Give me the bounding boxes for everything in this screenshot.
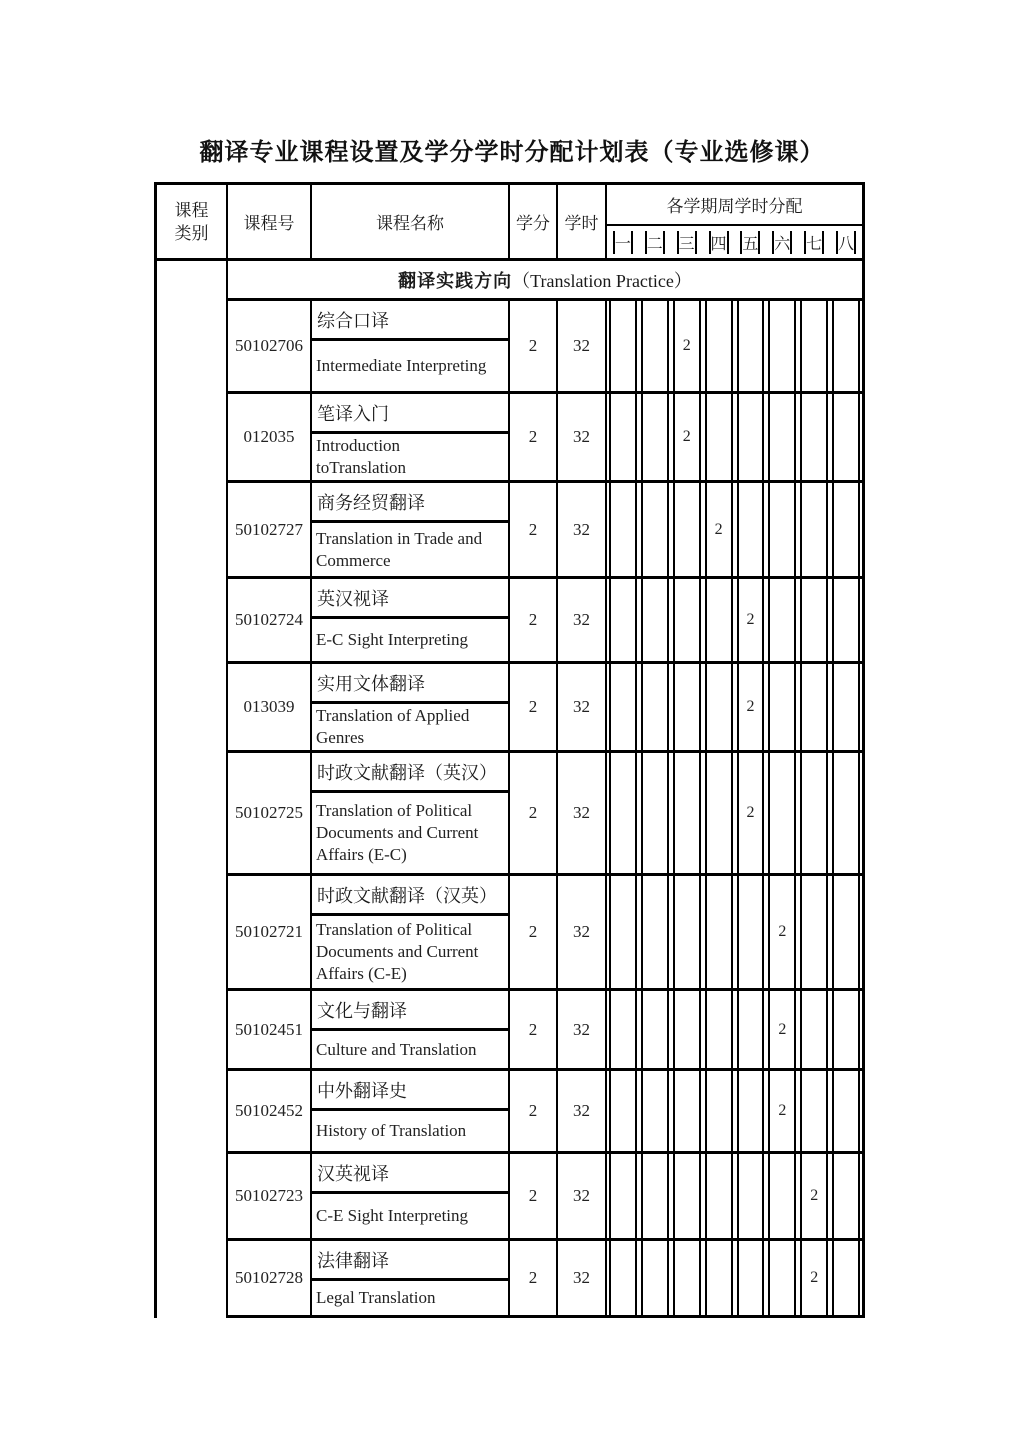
table-row (228, 579, 862, 664)
cell-value: 2 (768, 991, 796, 1068)
semester-cell (671, 753, 703, 873)
cell-value (737, 394, 765, 480)
semester-cell (703, 991, 735, 1068)
cell-value: 五 (740, 231, 760, 254)
semester-cell (607, 1071, 639, 1151)
cell-value (832, 876, 860, 988)
course-code: 50102725 (228, 753, 312, 873)
cell-value (768, 1241, 796, 1315)
cell-value: 七 (804, 231, 824, 254)
course-hours: 32 (558, 301, 607, 391)
cell-value: 二 (645, 231, 665, 254)
semester-cell (766, 1071, 798, 1151)
cell-value (609, 579, 637, 661)
cell-value: 2 (800, 1154, 828, 1238)
header-category: 课程 类别 (157, 185, 228, 258)
cell-value (609, 1241, 637, 1315)
semester-cell (703, 753, 735, 873)
semester-cell (735, 1154, 767, 1238)
semester-cell (671, 876, 703, 988)
cell-value (673, 876, 701, 988)
table-row (228, 483, 862, 579)
semester-cell (735, 579, 767, 661)
semester-cell (735, 991, 767, 1068)
semester-cell (798, 1071, 830, 1151)
semester-cell (703, 579, 735, 661)
cell-value (800, 579, 828, 661)
semester-cell (639, 579, 671, 661)
table-row (228, 394, 862, 483)
semester-cell (607, 664, 639, 750)
cell-value (737, 483, 765, 576)
course-code: 50102706 (228, 301, 312, 391)
course-name-zh: 汉英视译 (312, 1154, 510, 1194)
table-row (228, 1154, 862, 1241)
semester-cell (735, 394, 767, 480)
semester-cell (639, 483, 671, 576)
semester-cell (607, 991, 639, 1068)
cell-value (641, 1241, 669, 1315)
semester-cell (830, 753, 862, 873)
semester-cell (735, 664, 767, 750)
cell-value: 2 (673, 394, 701, 480)
section-header-row (228, 261, 862, 301)
semester-cell (798, 394, 830, 480)
course-name-zh: 综合口译 (312, 301, 510, 341)
cell-value (768, 664, 796, 750)
semester-cell (671, 664, 703, 750)
cell-value (673, 664, 701, 750)
course-name-en: Translation of Political Documents and Current Affairs (C-E) (312, 916, 510, 988)
semester-cell (639, 394, 671, 480)
cell-value (832, 991, 860, 1068)
course-code: 013039 (228, 664, 312, 750)
semester-cell (830, 483, 862, 576)
cell-value (641, 1154, 669, 1238)
cell-value (641, 394, 669, 480)
semester-cell (766, 301, 798, 391)
cell-value (609, 753, 637, 873)
course-credits: 2 (510, 394, 558, 480)
cell-value (705, 753, 733, 873)
course-code: 50102727 (228, 483, 312, 576)
cell-value: 2 (737, 664, 765, 750)
course-code: 50102452 (228, 1071, 312, 1151)
course-name-zh: 实用文体翻译 (312, 664, 510, 704)
semester-cell (798, 991, 830, 1068)
semester-cell (639, 301, 671, 391)
header-course-code: 课程号 (228, 185, 312, 258)
semester-cell (798, 664, 830, 750)
header-sem-5 (735, 226, 767, 258)
cell-value: 八 (836, 231, 856, 254)
cell-value (768, 579, 796, 661)
course-code: 50102728 (228, 1241, 312, 1315)
course-name-en: C-E Sight Interpreting (312, 1194, 510, 1238)
course-code: 50102723 (228, 1154, 312, 1238)
course-code: 50102724 (228, 579, 312, 661)
semester-cell (798, 301, 830, 391)
header-sem-8 (830, 226, 862, 258)
course-hours: 32 (558, 753, 607, 873)
cell-value (673, 579, 701, 661)
cell-value (609, 1071, 637, 1151)
table-rows (228, 261, 862, 1318)
page-title: 翻译专业课程设置及学分学时分配计划表（专业选修课） (199, 140, 825, 166)
course-name-en: Legal Translation (312, 1281, 510, 1315)
cell-value: 2 (768, 1071, 796, 1151)
cell-value (768, 753, 796, 873)
semester-cell (798, 483, 830, 576)
course-name-en: Introduction toTranslation (312, 434, 510, 480)
course-name-zh: 时政文献翻译（英汉） (312, 753, 510, 793)
course-name-en: Intermediate Interpreting (312, 341, 510, 391)
cell-value (609, 876, 637, 988)
header-sem-4 (703, 226, 735, 258)
semester-cell (735, 1071, 767, 1151)
cell-value (609, 664, 637, 750)
semester-cell (703, 1154, 735, 1238)
cell-value (800, 483, 828, 576)
table-body (157, 261, 862, 1318)
cell-value (800, 1071, 828, 1151)
semester-cell (703, 483, 735, 576)
course-credits: 2 (510, 483, 558, 576)
course-credits: 2 (510, 664, 558, 750)
cell-value (673, 753, 701, 873)
cell-value (768, 483, 796, 576)
course-hours: 32 (558, 483, 607, 576)
semester-cell (766, 394, 798, 480)
cell-value (641, 1071, 669, 1151)
cell-value (673, 1071, 701, 1151)
header-hours: 学时 (558, 185, 607, 258)
header-sem-3 (671, 226, 703, 258)
semester-cell (830, 1071, 862, 1151)
semester-cell (703, 1241, 735, 1315)
semester-cell (735, 301, 767, 391)
cell-value: 六 (772, 231, 792, 254)
semester-cell (639, 753, 671, 873)
table-row (228, 753, 862, 876)
cell-value (641, 664, 669, 750)
course-name-en: Translation of Political Documents and Current Affairs (E-C) (312, 793, 510, 873)
course-name-en: History of Translation (312, 1111, 510, 1151)
semester-cell (830, 664, 862, 750)
cell-value (705, 1241, 733, 1315)
cell-value (832, 1241, 860, 1315)
cell-value (609, 394, 637, 480)
header-sem-2 (639, 226, 671, 258)
semester-cell (607, 1154, 639, 1238)
semester-cell (703, 1071, 735, 1151)
cell-value (800, 753, 828, 873)
cell-value (705, 664, 733, 750)
cell-value (832, 753, 860, 873)
semester-cell (639, 664, 671, 750)
course-hours: 32 (558, 1154, 607, 1238)
semester-cell (766, 664, 798, 750)
cell-value: 2 (800, 1241, 828, 1315)
cell-value (737, 301, 765, 391)
course-hours: 32 (558, 579, 607, 661)
cell-value (609, 991, 637, 1068)
semester-cell (735, 753, 767, 873)
course-hours: 32 (558, 991, 607, 1068)
course-name-zh: 文化与翻译 (312, 991, 510, 1031)
semester-cell (798, 1154, 830, 1238)
course-hours: 32 (558, 1071, 607, 1151)
semester-cell (607, 483, 639, 576)
header-sem-1 (607, 226, 639, 258)
cell-value (705, 394, 733, 480)
course-code: 012035 (228, 394, 312, 480)
semester-cell (766, 876, 798, 988)
semester-cell (766, 753, 798, 873)
header-course-name: 课程名称 (312, 185, 510, 258)
semester-cell (639, 1071, 671, 1151)
cell-value (737, 1241, 765, 1315)
cell-value (705, 301, 733, 391)
cell-value: 三 (677, 231, 697, 254)
cell-value (737, 991, 765, 1068)
semester-cell (639, 876, 671, 988)
cell-value (705, 876, 733, 988)
course-credits: 2 (510, 1241, 558, 1315)
semester-cell (830, 876, 862, 988)
course-code: 50102721 (228, 876, 312, 988)
semester-cell (830, 1241, 862, 1315)
semester-cell (671, 301, 703, 391)
cell-value (673, 1154, 701, 1238)
course-hours: 32 (558, 1241, 607, 1315)
cell-value (800, 394, 828, 480)
course-hours: 32 (558, 394, 607, 480)
semester-cell (703, 394, 735, 480)
cell-value (737, 1071, 765, 1151)
semester-cell (607, 301, 639, 391)
cell-value (800, 664, 828, 750)
cell-value: 一 (613, 231, 633, 254)
semester-cell (671, 1071, 703, 1151)
cell-value (768, 394, 796, 480)
category-column-cell (157, 261, 228, 1318)
course-name-zh: 时政文献翻译（汉英） (312, 876, 510, 916)
cell-value: 2 (737, 753, 765, 873)
cell-value: 2 (768, 876, 796, 988)
cell-value (737, 876, 765, 988)
cell-value (832, 483, 860, 576)
cell-value (641, 301, 669, 391)
table-row (228, 664, 862, 753)
course-plan-table (154, 182, 865, 1318)
cell-value (705, 1071, 733, 1151)
semester-cell (671, 1241, 703, 1315)
cell-value (641, 991, 669, 1068)
semester-cell (639, 1154, 671, 1238)
semester-cell (798, 1241, 830, 1315)
table-row (228, 876, 862, 991)
table-row (228, 1241, 862, 1318)
cell-value (609, 301, 637, 391)
course-name-en: E-C Sight Interpreting (312, 619, 510, 661)
semester-cell (703, 664, 735, 750)
section-title-en: （Translation Practice） (512, 270, 692, 291)
semester-cell (607, 579, 639, 661)
semester-cell (639, 1241, 671, 1315)
cell-value: 2 (737, 579, 765, 661)
semester-cell (735, 1241, 767, 1315)
course-credits: 2 (510, 876, 558, 988)
cell-value (800, 301, 828, 391)
semester-cell (766, 579, 798, 661)
course-hours: 32 (558, 876, 607, 988)
semester-cell (830, 301, 862, 391)
course-credits: 2 (510, 991, 558, 1068)
course-name-en: Translation in Trade and Commerce (312, 523, 510, 576)
semester-cell (830, 394, 862, 480)
semester-cell (671, 991, 703, 1068)
cell-value (832, 579, 860, 661)
course-credits: 2 (510, 301, 558, 391)
semester-cell (703, 876, 735, 988)
semester-cell (798, 876, 830, 988)
cell-value (705, 1154, 733, 1238)
course-credits: 2 (510, 753, 558, 873)
course-name-zh: 英汉视译 (312, 579, 510, 619)
cell-value (832, 1154, 860, 1238)
semester-cell (607, 753, 639, 873)
cell-value (768, 301, 796, 391)
course-hours: 32 (558, 664, 607, 750)
cell-value (832, 1071, 860, 1151)
cell-value (673, 991, 701, 1068)
cell-value (673, 483, 701, 576)
cell-value (641, 753, 669, 873)
semester-cell (798, 579, 830, 661)
cell-value (737, 1154, 765, 1238)
cell-value (800, 991, 828, 1068)
cell-value (800, 876, 828, 988)
cell-value (641, 579, 669, 661)
semester-cell (830, 579, 862, 661)
cell-value: 四 (709, 231, 729, 254)
cell-value (641, 483, 669, 576)
semester-cell (639, 991, 671, 1068)
cell-value (705, 579, 733, 661)
semester-cell (766, 991, 798, 1068)
section-title-zh: 翻译实践方向 (398, 270, 513, 291)
semester-cell (735, 876, 767, 988)
semester-cell (766, 483, 798, 576)
semester-cell (830, 1154, 862, 1238)
course-name-en: Translation of Applied Genres (312, 704, 510, 750)
cell-value (705, 991, 733, 1068)
semester-cell (703, 301, 735, 391)
semester-cell (607, 876, 639, 988)
course-credits: 2 (510, 1071, 558, 1151)
course-name-zh: 笔译入门 (312, 394, 510, 434)
semester-cell (671, 579, 703, 661)
course-name-zh: 法律翻译 (312, 1241, 510, 1281)
table-row (228, 1071, 862, 1154)
table-row (228, 301, 862, 394)
semester-cell (671, 394, 703, 480)
course-name-zh: 商务经贸翻译 (312, 483, 510, 523)
cell-value (673, 1241, 701, 1315)
header-semester-row (607, 226, 862, 258)
semester-cell (607, 394, 639, 480)
header-credits: 学分 (510, 185, 558, 258)
cell-value (609, 1154, 637, 1238)
cell-value (609, 483, 637, 576)
semester-cell (766, 1154, 798, 1238)
course-credits: 2 (510, 579, 558, 661)
course-name-zh: 中外翻译史 (312, 1071, 510, 1111)
cell-value (832, 301, 860, 391)
header-semester-group: 各学期周学时分配 (607, 185, 862, 226)
header-sem-6 (766, 226, 798, 258)
semester-cell (671, 1154, 703, 1238)
cell-value: 2 (705, 483, 733, 576)
table-row (228, 991, 862, 1071)
cell-value: 2 (673, 301, 701, 391)
course-name-en: Culture and Translation (312, 1031, 510, 1068)
semester-cell (798, 753, 830, 873)
header-sem-7 (798, 226, 830, 258)
semester-cell (735, 483, 767, 576)
semester-cell (766, 1241, 798, 1315)
cell-value (768, 1154, 796, 1238)
cell-value (832, 664, 860, 750)
semester-cell (830, 991, 862, 1068)
cell-value (832, 394, 860, 480)
semester-cell (607, 1241, 639, 1315)
course-code: 50102451 (228, 991, 312, 1068)
course-credits: 2 (510, 1154, 558, 1238)
table-header (157, 185, 862, 261)
cell-value (641, 876, 669, 988)
semester-cell (671, 483, 703, 576)
